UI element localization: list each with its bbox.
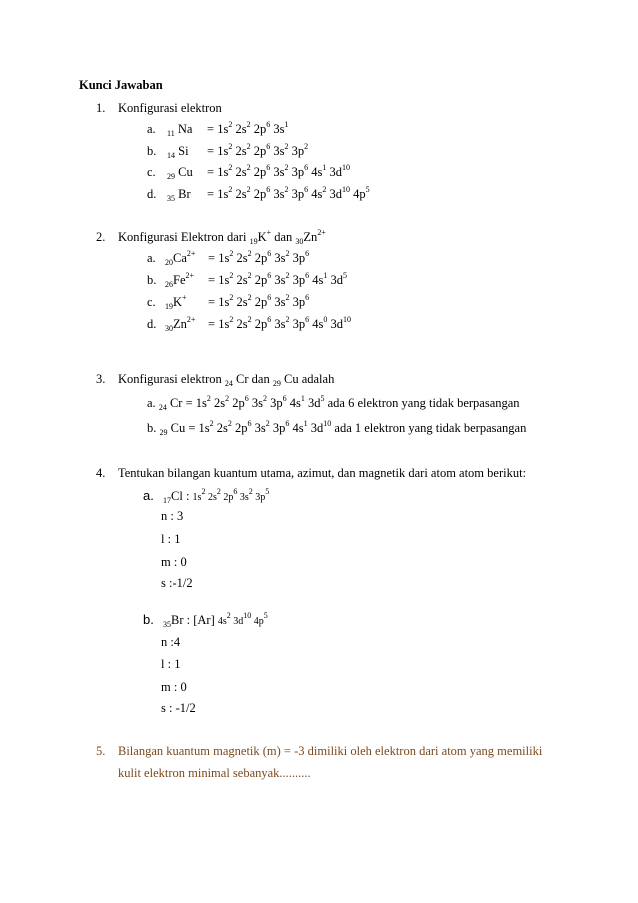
q1-item-config — [207, 164, 350, 180]
element-symbol: Cu — [175, 165, 193, 179]
electron-count: 5 — [263, 611, 268, 620]
electron-count: 2 — [225, 394, 230, 403]
quantum-number-value: n :4 — [161, 635, 181, 649]
electron-count: 6 — [266, 163, 271, 172]
electron-count: 2 — [246, 120, 251, 129]
orbital: 3s — [270, 144, 285, 158]
orbital: 3p — [289, 251, 306, 265]
electron-count: 1 — [323, 271, 328, 280]
electron-count: 2 — [285, 315, 290, 324]
element-symbol: Zn — [173, 317, 187, 331]
electron-count: 6 — [267, 271, 272, 280]
electron-count: 6 — [266, 185, 271, 194]
electron-count: 6 — [267, 315, 272, 324]
orbital: 4p — [349, 187, 366, 201]
q3-item — [147, 420, 526, 436]
orbital: 2s — [233, 251, 248, 265]
electron-count: 2 — [248, 487, 253, 496]
q1-item-config — [207, 121, 288, 137]
electron-count: 6 — [233, 487, 238, 496]
q1-item-element — [167, 143, 189, 159]
electron-count: 5 — [365, 185, 370, 194]
quantum-number-value: s : -1/2 — [161, 701, 196, 715]
electron-count: 5 — [320, 394, 325, 403]
orbital: 3s — [270, 187, 285, 201]
orbital: 4s — [309, 317, 324, 331]
orbital: 4s — [308, 187, 323, 201]
electron-count: 10 — [341, 185, 350, 194]
electron-count: 2 — [229, 315, 234, 324]
electron-count: 2 — [228, 185, 233, 194]
q4-item-config — [163, 612, 268, 630]
orbital: 3s — [271, 251, 286, 265]
orbital: 4s — [217, 616, 227, 627]
text: dan — [271, 230, 296, 244]
electron-count: 2 — [265, 419, 270, 428]
electron-count: 10 — [342, 315, 351, 324]
electron-count: 10 — [323, 419, 332, 428]
orbital: 4p — [251, 616, 264, 627]
electron-count: 2 — [246, 163, 251, 172]
q2-item-letter: a. — [147, 251, 156, 265]
electron-count: 2 — [209, 419, 214, 428]
element-symbol: Cu = — [167, 421, 199, 435]
element-symbol: Cr = — [166, 396, 196, 410]
electron-count: 6 — [266, 142, 271, 151]
orbital: 2p — [251, 295, 268, 309]
orbital: 1s — [217, 165, 229, 179]
orbital: 2p — [251, 273, 268, 287]
orbital: 3d — [304, 396, 321, 410]
q2-item-ion — [165, 250, 195, 266]
orbital: 2p — [250, 122, 267, 136]
equals: = — [208, 295, 219, 309]
atomic-number: 26 — [165, 280, 173, 289]
orbital: 3s — [271, 295, 286, 309]
explanation: ada 6 elektron yang tidak berpasangan — [324, 396, 520, 410]
electron-count: 1 — [322, 163, 327, 172]
item-letter: b. — [147, 421, 160, 435]
orbital: 2s — [210, 396, 226, 410]
atomic-number: 35 — [167, 194, 175, 203]
electron-count: 6 — [267, 293, 272, 302]
electron-count: 2 — [229, 271, 234, 280]
q1-item-element — [167, 164, 193, 180]
orbital: 2p — [229, 396, 245, 410]
orbital: 3s — [271, 317, 286, 331]
q3-heading — [118, 371, 334, 387]
q1-item-element — [167, 121, 192, 137]
q2-item-ion — [165, 316, 195, 332]
orbital: 1s — [195, 396, 207, 410]
text: Konfigurasi Elektron dari — [118, 230, 250, 244]
q1-item-letter: a. — [147, 122, 156, 136]
separator: : — [182, 489, 193, 503]
orbital: 4s — [309, 273, 324, 287]
electron-configuration — [192, 487, 270, 503]
electron-count: 5 — [342, 271, 347, 280]
text: Zn — [303, 230, 318, 244]
electron-count: 6 — [266, 120, 271, 129]
electron-count: 2 — [206, 394, 211, 403]
orbital: 1s — [218, 273, 230, 287]
orbital: 4s — [308, 165, 323, 179]
page-title: Kunci Jawaban — [79, 78, 163, 92]
orbital: 2s — [205, 492, 217, 503]
atomic-number: 17 — [163, 496, 171, 505]
electron-count: 2 — [247, 315, 252, 324]
electron-count: 2 — [263, 394, 267, 403]
orbital: 2p — [251, 251, 268, 265]
element-symbol: Br — [175, 187, 191, 201]
orbital: 3s — [271, 273, 286, 287]
q1-item-letter: b. — [147, 144, 157, 158]
quantum-number-value: m : 0 — [161, 555, 187, 569]
q5-line-1: Bilangan kuantum magnetik (m) = -3 dimiliki oleh elektron dari atom yang memiliki — [118, 744, 543, 758]
electron-count: 2 — [201, 487, 206, 496]
q2-item-ion — [165, 272, 194, 288]
orbital: 2p — [251, 317, 268, 331]
electron-count: 2 — [284, 163, 289, 172]
q1-item-letter: d. — [147, 187, 157, 201]
q4-heading: Tentukan bilangan kuantum utama, azimut, dan magnetik dari atom atom berikut: — [118, 466, 527, 480]
element-symbol: Fe — [173, 273, 186, 287]
orbital: 2s — [233, 317, 248, 331]
electron-count: 2 — [304, 142, 309, 151]
orbital: 3p — [288, 165, 305, 179]
electron-count: 2 — [246, 185, 251, 194]
item-letter: a. — [147, 396, 159, 410]
q2-item-ion — [165, 294, 187, 310]
orbital: 3p — [288, 144, 305, 158]
electron-count: 1 — [284, 120, 289, 129]
electron-count: 2 — [322, 185, 327, 194]
electron-count: 2 — [216, 487, 221, 496]
quantum-number-value: n : 3 — [161, 509, 184, 523]
q2-heading — [118, 229, 326, 245]
charge: 2+ — [185, 271, 195, 280]
orbital: 3p — [252, 492, 266, 503]
electron-count: 6 — [267, 249, 272, 258]
electron-count: 10 — [341, 163, 350, 172]
charge: + — [182, 293, 187, 302]
electron-count: 6 — [305, 315, 310, 324]
electron-count: 2 — [228, 120, 233, 129]
orbital: 2s — [232, 165, 247, 179]
element-symbol: Br — [171, 613, 184, 627]
q4-item-letter: b. — [143, 612, 154, 627]
separator: : [Ar] — [183, 613, 218, 627]
q1-number: 1. — [96, 101, 106, 115]
electron-configuration — [217, 611, 268, 627]
quantum-number-value: s :-1/2 — [161, 576, 193, 590]
electron-count: 0 — [323, 315, 328, 324]
electron-count: 6 — [304, 163, 309, 172]
orbital: 3d — [327, 273, 343, 287]
orbital: 3p — [289, 273, 306, 287]
q1-item-element — [167, 186, 191, 202]
electron-count: 2 — [246, 142, 251, 151]
equals: = — [207, 165, 218, 179]
q2-item-config — [208, 316, 351, 332]
element-symbol: Ca — [173, 251, 187, 265]
atomic-number: 24 — [158, 403, 167, 412]
q2-item-letter: d. — [147, 317, 157, 331]
atomic-number: 30 — [295, 237, 304, 246]
q5-line-2: kulit elektron minimal sebanyak.......... — [118, 766, 311, 780]
q2-number: 2. — [96, 230, 106, 244]
q2-item-letter: c. — [147, 295, 156, 309]
atomic-number: 29 — [159, 428, 168, 437]
element-symbol: Na — [174, 122, 193, 136]
electron-count: 2 — [247, 249, 252, 258]
orbital: 2s — [233, 295, 248, 309]
text: Konfigurasi elektron — [118, 372, 225, 386]
equals: = — [207, 187, 218, 201]
orbital: 2p — [250, 165, 267, 179]
electron-count: 6 — [282, 394, 287, 403]
atomic-number: 20 — [165, 258, 173, 267]
orbital: 1s — [217, 122, 229, 136]
equals: = — [208, 317, 219, 331]
equals: = — [208, 251, 219, 265]
element-symbol: Si — [175, 144, 189, 158]
electron-count: 10 — [243, 611, 252, 620]
q2-item-config — [208, 272, 347, 288]
q1-heading: Konfigurasi elektron — [118, 101, 222, 115]
atomic-number: 29 — [272, 379, 281, 388]
charge: 2+ — [186, 315, 196, 324]
orbital: 1s — [218, 295, 230, 309]
orbital: 3d — [326, 165, 342, 179]
electron-count: 2 — [247, 293, 252, 302]
orbital: 3p — [269, 421, 286, 435]
orbital: 2p — [231, 421, 248, 435]
atomic-number: 19 — [165, 302, 173, 311]
element-symbol: Cl — [171, 489, 183, 503]
q1-item-config — [207, 143, 308, 159]
text: Cr dan — [232, 372, 273, 386]
orbital: 4s — [286, 396, 301, 410]
q2-item-config — [208, 294, 309, 310]
electron-count: 6 — [305, 271, 310, 280]
atomic-number: 24 — [224, 379, 233, 388]
orbital: 3s — [251, 421, 266, 435]
orbital: 2s — [232, 144, 247, 158]
orbital: 3s — [270, 165, 285, 179]
orbital: 2s — [233, 273, 248, 287]
orbital: 3d — [326, 187, 342, 201]
orbital: 3p — [288, 187, 305, 201]
charge: + — [266, 228, 272, 237]
quantum-number-value: m : 0 — [161, 680, 187, 694]
q3-item — [147, 395, 520, 411]
orbital: 3p — [289, 317, 306, 331]
electron-count: 2 — [229, 249, 234, 258]
electron-count: 1 — [300, 394, 305, 403]
electron-count: 2 — [285, 271, 290, 280]
q2-item-config — [208, 250, 309, 266]
atomic-number: 19 — [249, 237, 258, 246]
q4-item-letter: a. — [143, 488, 154, 503]
quantum-number-value: l : 1 — [161, 532, 181, 546]
equals: = — [207, 144, 218, 158]
orbital: 3d — [327, 317, 343, 331]
q2-item-letter: b. — [147, 273, 157, 287]
orbital: 1s — [217, 144, 229, 158]
electron-count: 1 — [303, 419, 308, 428]
orbital: 3s — [270, 122, 285, 136]
atomic-number: 11 — [167, 129, 175, 138]
orbital: 2s — [213, 421, 228, 435]
charge: 2+ — [317, 228, 326, 237]
electron-count: 2 — [285, 249, 290, 258]
q5-number: 5. — [96, 744, 106, 758]
atomic-number: 29 — [167, 172, 175, 181]
electron-count: 6 — [304, 185, 309, 194]
electron-count: 2 — [284, 185, 289, 194]
orbital: 1s — [217, 187, 229, 201]
electron-count: 2 — [228, 163, 233, 172]
electron-count: 6 — [305, 293, 310, 302]
orbital: 2s — [232, 187, 247, 201]
q4-item-config — [163, 488, 269, 506]
electron-count: 2 — [226, 611, 231, 620]
text: K — [257, 230, 267, 244]
electron-count: 2 — [229, 293, 234, 302]
explanation: ada 1 elektron yang tidak berpasangan — [331, 421, 527, 435]
q3-number: 3. — [96, 372, 106, 386]
charge: 2+ — [186, 249, 196, 258]
electron-count: 6 — [305, 249, 310, 258]
orbital: 2s — [232, 122, 247, 136]
electron-count: 5 — [265, 487, 270, 496]
orbital: 3p — [267, 396, 283, 410]
orbital: 4s — [289, 421, 304, 435]
equals: = — [208, 273, 219, 287]
electron-count: 6 — [285, 419, 290, 428]
orbital: 2p — [250, 144, 267, 158]
atomic-number: 30 — [165, 324, 173, 333]
equals: = — [207, 122, 218, 136]
q4-number: 4. — [96, 466, 106, 480]
orbital: 3s — [248, 396, 263, 410]
atomic-number: 35 — [163, 620, 171, 629]
quantum-number-value: l : 1 — [161, 657, 181, 671]
orbital: 3d — [230, 616, 244, 627]
electron-count: 2 — [247, 271, 252, 280]
orbital: 1s — [218, 251, 230, 265]
electron-count: 6 — [247, 419, 252, 428]
orbital: 3p — [289, 295, 306, 309]
orbital: 1s — [192, 492, 202, 503]
q1-item-config — [207, 186, 370, 202]
electron-count: 2 — [285, 293, 290, 302]
orbital: 1s — [198, 421, 210, 435]
element-symbol: K — [173, 295, 183, 309]
q1-item-letter: c. — [147, 165, 156, 179]
orbital: 2p — [250, 187, 267, 201]
atomic-number: 14 — [167, 151, 175, 160]
orbital: 3s — [237, 492, 249, 503]
orbital: 3d — [307, 421, 324, 435]
text: Cu adalah — [280, 372, 335, 386]
electron-count: 2 — [228, 142, 233, 151]
electron-count: 2 — [284, 142, 289, 151]
orbital: 2p — [220, 492, 234, 503]
electron-count: 6 — [244, 394, 249, 403]
orbital: 1s — [218, 317, 230, 331]
electron-count: 2 — [227, 419, 232, 428]
